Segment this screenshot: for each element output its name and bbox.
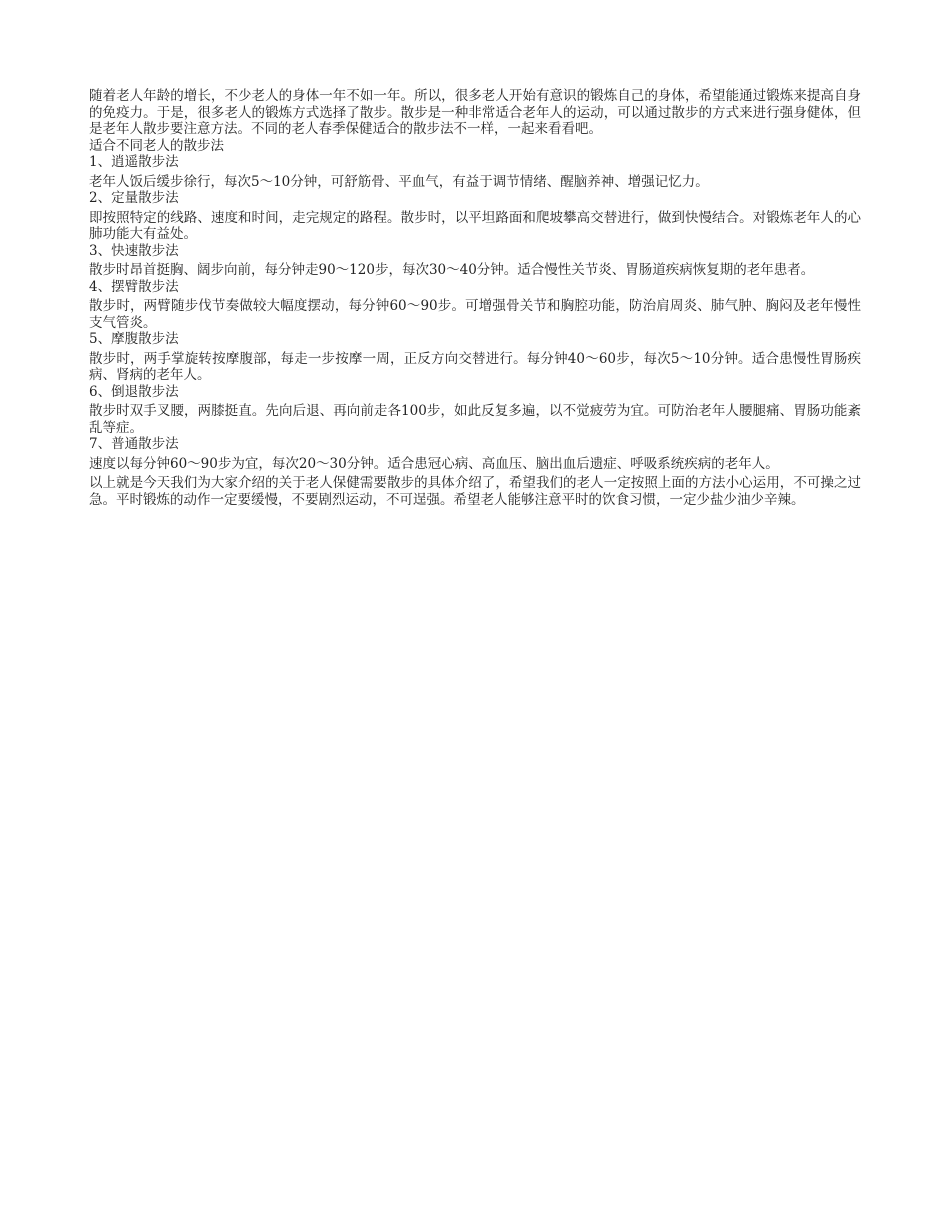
- method-section-6: [89, 384, 861, 437]
- method-section-7: [89, 436, 861, 472]
- method-text: 散步时双手叉腰，两膝挺直。先向后退、再向前走各100步，如此反复多遍，以不觉疲劳为宜。可防治老年人腰腿痛、胃肠功能紊乱等症。: [89, 403, 861, 436]
- method-heading: 1、逍遥散步法: [89, 154, 179, 170]
- intro-paragraph: 随着老人年龄的增长，不少老人的身体一年不如一年。所以，很多老人开始有意识的锻炼自己的身体，希望能通过锻炼来提高自身的免疫力。于是，很多老人的锻炼方式选择了散步。散步是一种非常适合老年人的运动，可以通过散步的方式来进行强身健体，但是老年人散步要注意方法。不同的老人春季保健适合的散步法不一样，一起来看看吧。: [89, 88, 861, 137]
- method-text: 散步时，两臂随步伐节奏做较大幅度摆动，每分钟60～90步。可增强骨关节和胸腔功能，防治肩周炎、肺气肿、胸闷及老年慢性支气管炎。: [89, 298, 861, 331]
- method-text: 散步时昂首挺胸、阔步向前，每分钟走90～120步，每次30～40分钟。适合慢性关节炎、胃肠道疾病恢复期的老年患者。: [89, 262, 815, 278]
- method-section-4: [89, 279, 861, 332]
- method-heading: 4、摆臂散步法: [89, 278, 179, 295]
- method-heading: 7、普通散步法: [89, 436, 179, 452]
- method-text: 速度以每分钟60～90步为宜，每次20～30分钟。适合患冠心病、高血压、脑出血后遗症、呼吸系统疾病的老年人。: [89, 455, 779, 472]
- method-section-1: [89, 154, 861, 190]
- method-text: 老年人饭后缓步徐行，每次5～10分钟，可舒筋骨、平血气，有益于调节情绪、醒脑养神、增强记忆力。: [89, 173, 709, 190]
- method-heading: 6、倒退散步法: [89, 383, 179, 400]
- method-text: 散步时，两手掌旋转按摩腹部，每走一步按摩一周，正反方向交替进行。每分钟40～60步，每次5～10分钟。适合患慢性胃肠疾病、肾病的老年人。: [89, 350, 861, 383]
- section-title: 适合不同老人的散步法: [89, 137, 224, 154]
- method-heading: 2、定量散步法: [89, 190, 179, 206]
- method-section-5: [89, 331, 861, 384]
- document-page: [89, 88, 861, 508]
- method-section-3: [89, 243, 861, 279]
- method-heading: 5、摩腹散步法: [89, 331, 179, 347]
- closing-paragraph: 以上就是今天我们为大家介绍的关于老人保健需要散步的具体介绍了，希望我们的老人一定按照上面的方法小心运用，不可操之过急。平时锻炼的动作一定要缓慢，不要剧烈运动，不可逞强。希望老人能够注意平时的饮食习惯，一定少盐少油少辛辣。: [89, 475, 861, 508]
- method-text: 即按照特定的线路、速度和时间，走完规定的路程。散步时，以平坦路面和爬坡攀高交替进行，做到快慢结合。对锻炼老年人的心肺功能大有益处。: [89, 209, 861, 242]
- method-heading: 3、快速散步法: [89, 242, 179, 259]
- method-section-2: [89, 190, 861, 243]
